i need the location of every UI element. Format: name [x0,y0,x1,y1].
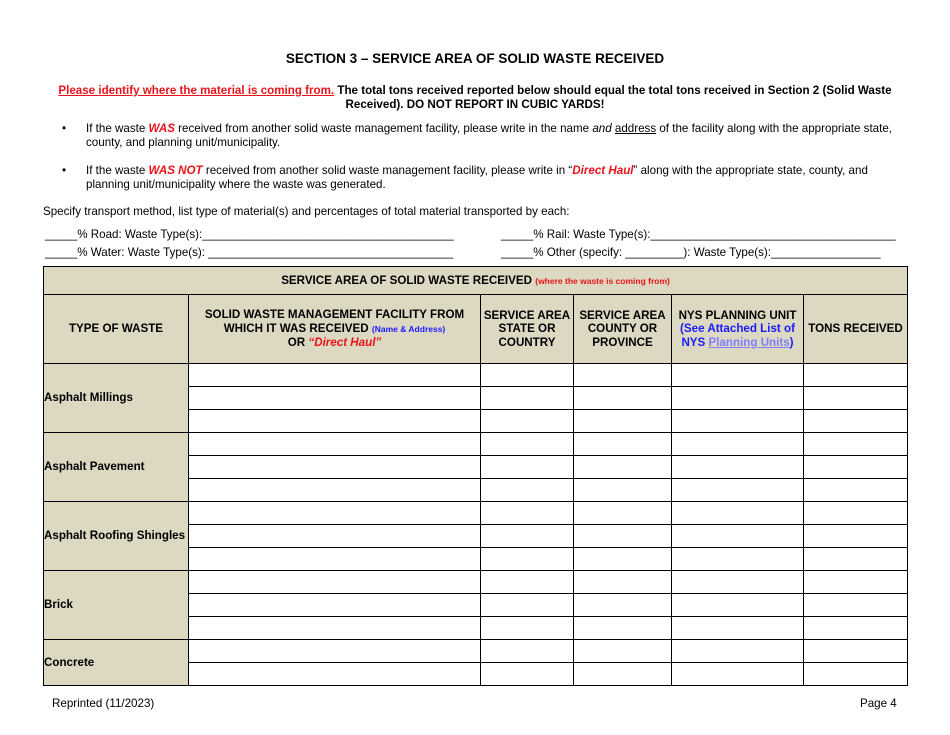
planning-unit-cell[interactable] [672,364,804,387]
state-cell[interactable] [481,456,574,479]
state-cell[interactable] [481,410,574,433]
county-cell[interactable] [574,479,672,502]
state-cell[interactable] [481,479,574,502]
planning-unit-cell[interactable] [672,571,804,594]
tons-cell[interactable] [804,364,908,387]
footer-page-number: Page 4 [860,697,897,710]
direct-haul-quote: Direct Haul [572,164,634,177]
tons-cell[interactable] [804,479,908,502]
county-cell[interactable] [574,502,672,525]
planning-unit-cell[interactable] [672,640,804,663]
state-cell[interactable] [481,640,574,663]
service-area-table [43,266,908,686]
table-banner-row [44,267,908,295]
state-cell[interactable] [481,364,574,387]
waste-type-label: Asphalt Pavement [44,433,189,502]
emph-was-not: WAS NOT [148,164,203,177]
facility-cell[interactable] [189,548,481,571]
planning-unit-cell[interactable] [672,594,804,617]
state-cell[interactable] [481,617,574,640]
waste-type-label: Asphalt Millings [44,364,189,433]
intro-rest: The total tons received reported below should equal the total tons received in Section 2 (Solid Waste Received). DO NOT REPORT IN CUBIC YARDS! [337,84,892,111]
header-planning-unit: NYS PLANNING UNIT (See Attached List of NYS Planning Units) [672,295,804,364]
county-cell[interactable] [574,594,672,617]
bullet-dot: • [62,122,67,135]
table-row [44,364,908,387]
facility-cell[interactable] [189,525,481,548]
table-banner: SERVICE AREA OF SOLID WASTE RECEIVED (where the waste is coming from) [44,267,908,295]
planning-unit-cell[interactable] [672,410,804,433]
facility-cell[interactable] [189,410,481,433]
header-facility: SOLID WASTE MANAGEMENT FACILITY FROM WHICH IT WAS RECEIVED (Name & Address) OR “Direct Haul” [189,295,481,364]
planning-unit-cell[interactable] [672,479,804,502]
table-row [44,640,908,663]
bullet-dot: • [62,164,67,177]
county-cell[interactable] [574,456,672,479]
planning-unit-cell[interactable] [672,663,804,686]
other-line[interactable]: _____% Other (specify: _________): Waste Type(s):_________________ [501,246,881,259]
water-line[interactable]: _____% Water: Waste Type(s): ______________________________________ [45,246,454,259]
county-cell[interactable] [574,364,672,387]
state-cell[interactable] [481,594,574,617]
state-cell[interactable] [481,571,574,594]
county-cell[interactable] [574,410,672,433]
county-cell[interactable] [574,387,672,410]
road-line[interactable]: _____% Road: Waste Type(s):_______________________________________ [45,228,454,241]
rail-line[interactable]: _____% Rail: Waste Type(s):______________________________________ [501,228,896,241]
footer-reprinted: Reprinted (11/2023) [52,697,155,710]
planning-unit-cell[interactable] [672,617,804,640]
tons-cell[interactable] [804,617,908,640]
tons-cell[interactable] [804,525,908,548]
tons-cell[interactable] [804,640,908,663]
tons-cell[interactable] [804,594,908,617]
facility-cell[interactable] [189,479,481,502]
county-cell[interactable] [574,548,672,571]
header-type-of-waste: TYPE OF WASTE [44,295,189,364]
tons-cell[interactable] [804,502,908,525]
county-cell[interactable] [574,617,672,640]
state-cell[interactable] [481,525,574,548]
facility-cell[interactable] [189,640,481,663]
county-cell[interactable] [574,571,672,594]
state-cell[interactable] [481,502,574,525]
waste-type-label: Concrete [44,640,189,686]
waste-type-label: Asphalt Roofing Shingles [44,502,189,571]
specify-transport-text: Specify transport method, list type of material(s) and percentages of total material transported by each: [43,205,570,218]
tons-cell[interactable] [804,548,908,571]
table-row [44,433,908,456]
emph-was: WAS [148,122,175,135]
tons-cell[interactable] [804,456,908,479]
tons-cell[interactable] [804,663,908,686]
table-row [44,502,908,525]
table-header-row [44,295,908,364]
planning-unit-cell[interactable] [672,502,804,525]
section-title: SECTION 3 – SERVICE AREA OF SOLID WASTE RECEIVED [285,51,665,66]
facility-cell[interactable] [189,387,481,410]
facility-cell[interactable] [189,433,481,456]
tons-cell[interactable] [804,433,908,456]
tons-cell[interactable] [804,387,908,410]
planning-unit-cell[interactable] [672,456,804,479]
planning-unit-cell[interactable] [672,387,804,410]
planning-unit-cell[interactable] [672,548,804,571]
waste-type-label: Brick [44,571,189,640]
planning-unit-cell[interactable] [672,433,804,456]
facility-cell[interactable] [189,617,481,640]
header-state: SERVICE AREA STATE OR COUNTRY [481,295,574,364]
county-cell[interactable] [574,525,672,548]
facility-cell[interactable] [189,663,481,686]
planning-units-link[interactable]: Planning Units [708,335,790,349]
state-cell[interactable] [481,387,574,410]
state-cell[interactable] [481,663,574,686]
facility-cell[interactable] [189,456,481,479]
planning-unit-cell[interactable] [672,525,804,548]
header-county: SERVICE AREA COUNTY OR PROVINCE [574,295,672,364]
facility-cell[interactable] [189,364,481,387]
county-cell[interactable] [574,433,672,456]
tons-cell[interactable] [804,410,908,433]
intro-paragraph [40,84,910,112]
state-cell[interactable] [481,548,574,571]
intro-red-lead: Please identify where the material is coming from. [58,84,335,97]
county-cell[interactable] [574,663,672,686]
facility-cell[interactable] [189,571,481,594]
tons-cell[interactable] [804,571,908,594]
header-tons: TONS RECEIVED [804,295,908,364]
county-cell[interactable] [574,640,672,663]
state-cell[interactable] [481,433,574,456]
table-row [44,571,908,594]
banner-note: (where the waste is coming from) [535,276,670,286]
facility-cell[interactable] [189,594,481,617]
facility-cell[interactable] [189,502,481,525]
